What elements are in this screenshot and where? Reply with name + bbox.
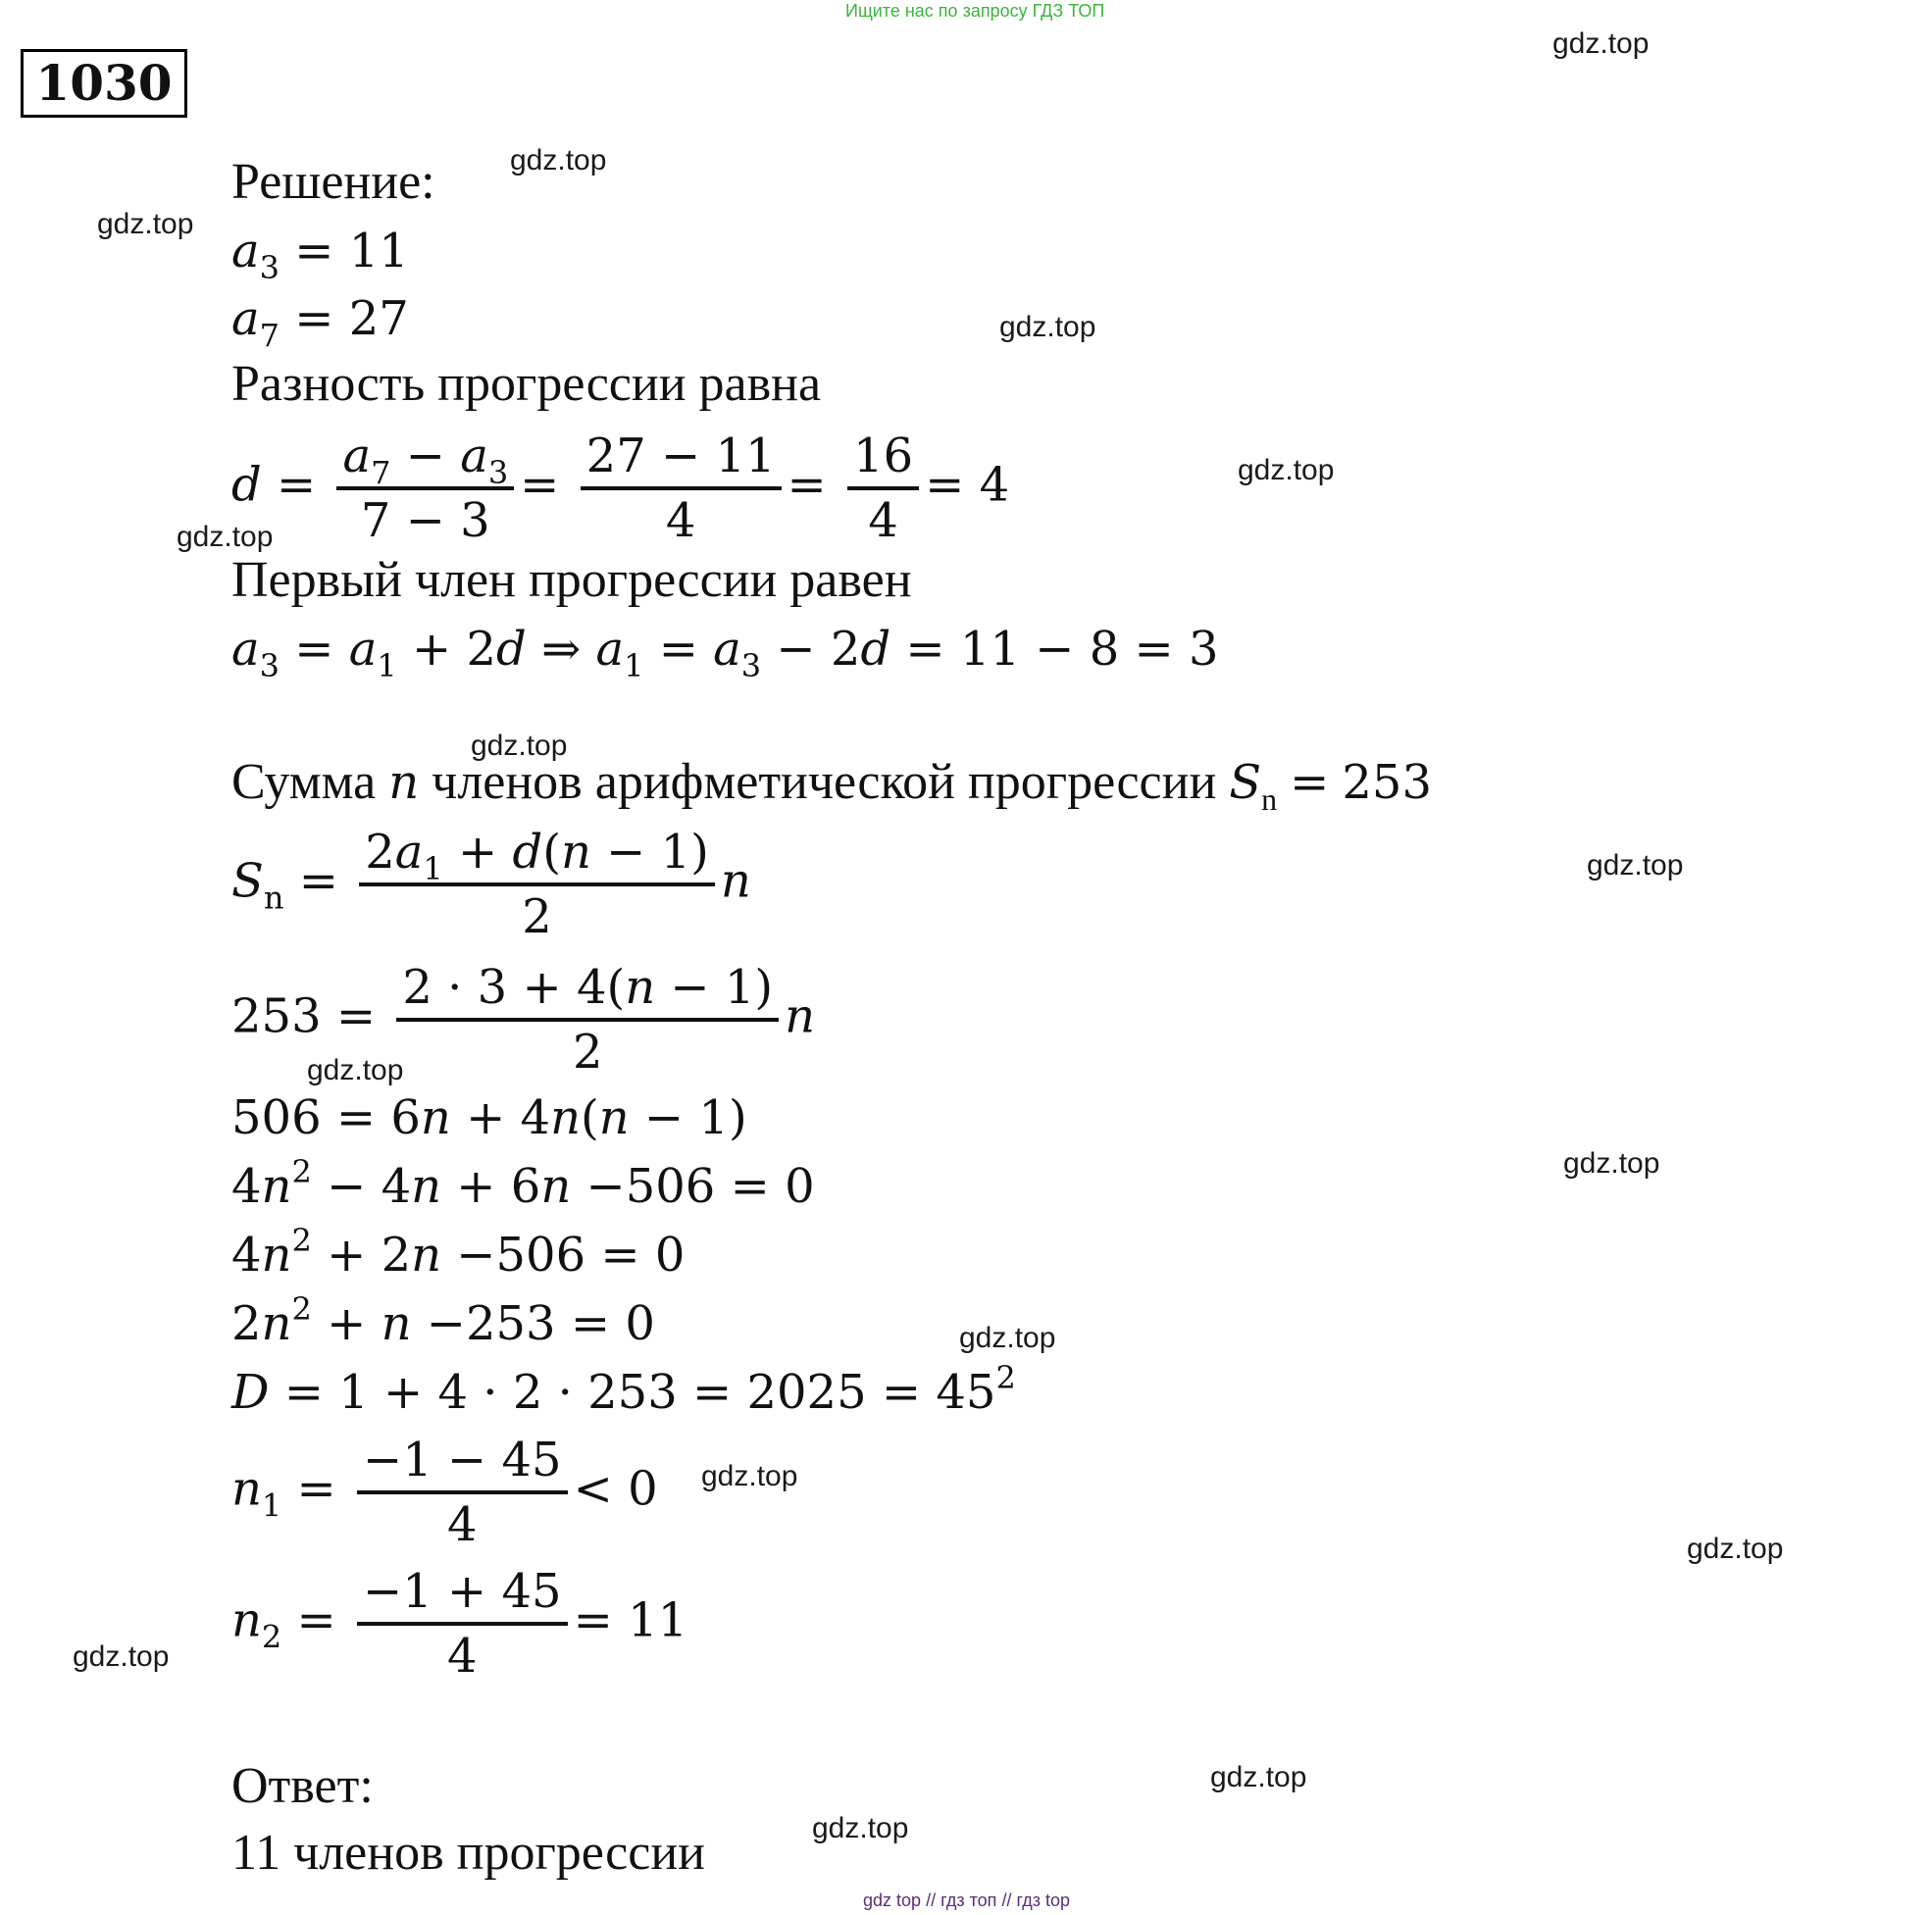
footer-links: gdz top // гдз топ // гдз top xyxy=(863,1890,1071,1910)
watermark: gdz.top xyxy=(73,1640,170,1673)
root-1: $n_1$ = $\frac{-1 - 45}{4}$ < 0 xyxy=(231,1430,658,1555)
watermark: gdz.top xyxy=(1552,27,1650,60)
watermark: gdz.top xyxy=(307,1054,404,1086)
watermark: gdz.top xyxy=(1563,1147,1660,1180)
first-term-label: Первый член прогрессии равен xyxy=(231,552,912,608)
equation-506: 506 = 6n + 4n(n − 1) xyxy=(231,1090,747,1145)
root-2: $n_2$ = $\frac{-1 + 45}{4}$ = 11 xyxy=(231,1561,687,1687)
sum-substitution: 253 = $\frac{2 \cdot 3 + 4(n - 1)}{2}$ n xyxy=(231,957,815,1083)
watermark: gdz.top xyxy=(1687,1533,1784,1565)
difference-formula: d = $\frac{a_7 - a_3}{7 - 3}$ = $\frac{27 - 11}{4}$ = $\frac{16}{4}$ = 4 xyxy=(231,426,1009,551)
footer-link[interactable]: гдз топ xyxy=(941,1890,997,1910)
watermark: gdz.top xyxy=(471,730,568,762)
sum-formula: $S_n$ = $\frac{2a_1 + d(n - 1)}{2}$ n xyxy=(231,822,751,947)
watermark: gdz.top xyxy=(999,311,1096,343)
watermark: gdz.top xyxy=(510,144,607,176)
watermark: gdz.top xyxy=(701,1460,798,1492)
watermark: gdz.top xyxy=(97,208,194,240)
difference-label: Разность прогрессии равна xyxy=(231,356,822,412)
watermark: gdz.top xyxy=(812,1812,909,1844)
quadratic-1: $4n^2 - 4n + 6n -506 = 0$ xyxy=(231,1153,815,1214)
given-a7: $a_7 = 27$ xyxy=(231,291,409,354)
watermark: gdz.top xyxy=(959,1322,1056,1354)
promo-text: Ищите нас по запросу ГДЗ ТОП xyxy=(845,1,1105,21)
discriminant: $D = 1 + 4 \cdot 2 \cdot 253 = 2025 = 45^2$ xyxy=(231,1359,1016,1420)
problem-number: 1030 xyxy=(21,49,187,118)
footer-link[interactable]: gdz top xyxy=(863,1890,922,1910)
watermark: gdz.top xyxy=(1210,1761,1307,1793)
answer-text: 11 членов прогрессии xyxy=(231,1825,705,1881)
quadratic-2: $4n^2 + 2n -506 = 0$ xyxy=(231,1222,686,1283)
first-term-formula: $a_3 = a_1 + 2d$ ⇒ $a_1 = a_3 - 2d = 11 - 8 = 3$ xyxy=(231,622,1219,684)
given-a3: $a_3 = 11$ xyxy=(231,224,409,286)
watermark: gdz.top xyxy=(177,521,274,553)
quadratic-3: $2n^2 + n -253 = 0$ xyxy=(231,1290,655,1351)
watermark: gdz.top xyxy=(1238,454,1335,486)
answer-label: Ответ: xyxy=(231,1758,374,1814)
solution-title: Решение: xyxy=(231,154,435,210)
watermark: gdz.top xyxy=(1587,849,1684,882)
footer-link[interactable]: гдз top xyxy=(1016,1890,1071,1910)
sum-label: Сумма n членов арифметической прогрессии $S_n = 253$ xyxy=(231,754,1433,817)
